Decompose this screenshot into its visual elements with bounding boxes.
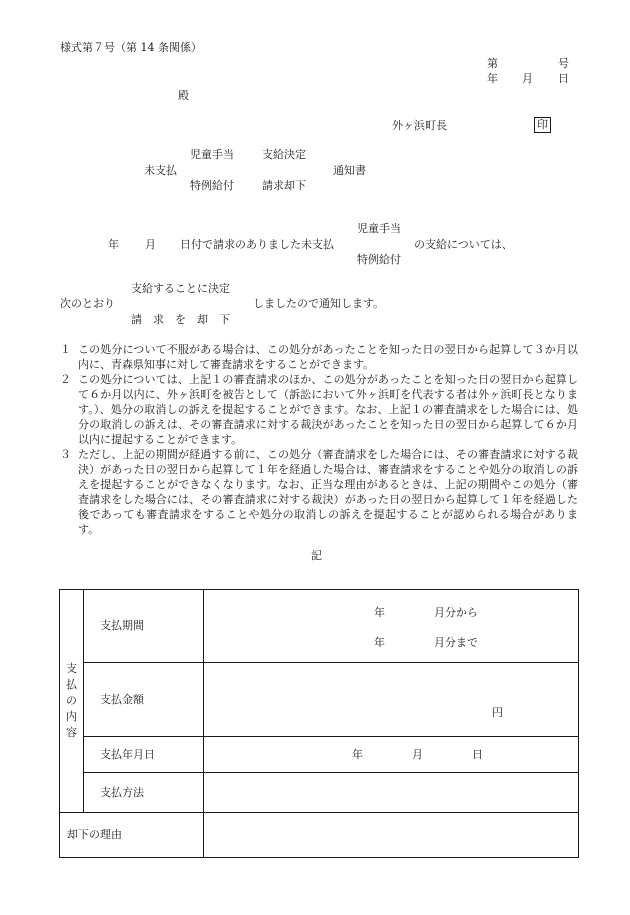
ki-heading: 記 xyxy=(311,549,322,562)
note-number: ３ xyxy=(60,448,71,461)
table-row xyxy=(60,737,579,773)
date-day: 日 xyxy=(558,72,569,85)
payment-content-group-label: 支 払 の 内 容 xyxy=(60,590,84,813)
doc-number-dai: 第 xyxy=(487,57,498,70)
title-special-benefit: 特例給付 xyxy=(190,179,234,192)
rejection-reason-value[interactable] xyxy=(204,813,579,858)
body-year: 年 xyxy=(108,238,119,251)
title-request-rejection: 請求却下 xyxy=(262,179,306,192)
table-row xyxy=(60,590,579,663)
payment-date-label: 支払年月日 xyxy=(84,737,204,773)
body-special-benefit: 特例給付 xyxy=(357,253,401,266)
payment-date-value[interactable]: 年 月 日 xyxy=(204,737,579,773)
appeal-notes xyxy=(60,342,578,537)
yen-unit: 円 xyxy=(492,706,503,719)
body-month: 月 xyxy=(145,238,156,251)
title-notice: 通知書 xyxy=(333,164,366,177)
decision-suffix: しましたので通知します。 xyxy=(253,297,385,310)
payment-amount-value[interactable] xyxy=(204,663,579,737)
note-item xyxy=(60,447,578,537)
seal-mark xyxy=(534,117,551,133)
note-number: ２ xyxy=(60,373,71,386)
decision-pay: 支給することに決定 xyxy=(131,282,230,295)
title-payment-decision: 支給決定 xyxy=(262,148,306,161)
title-unpaid: 未支払 xyxy=(144,164,177,177)
decision-prefix: 次のとおり xyxy=(60,297,115,310)
body-payment-text: の支給については、 xyxy=(414,238,513,251)
table-row xyxy=(60,773,579,813)
note-number: １ xyxy=(60,343,71,356)
payment-period-label: 支払期間 xyxy=(84,590,204,663)
body-request-text: 日付で請求のありました未支払 xyxy=(180,238,334,251)
addressee-suffix: 殿 xyxy=(178,89,189,102)
date-year: 年 xyxy=(487,72,498,85)
body-child-allowance: 児童手当 xyxy=(357,222,401,235)
note-text: この処分について不服がある場合は、この処分があったことを知った日の翌日から起算して３か月以内に、青森県知事に対して審査請求をすることができます。 xyxy=(78,343,578,371)
payment-amount-label: 支払金額 xyxy=(84,663,204,737)
seal-text: 印 xyxy=(534,117,551,133)
issuer-name: 外ヶ浜町長 xyxy=(392,119,447,132)
note-item xyxy=(60,372,578,447)
note-text: ただし、上記の期間が経過する前に、この処分（審査請求をした場合には、その審査請求に対する裁決）があった日の翌日から起算して１年を経過した場合は、審査請求をすることや処分の取消しの訴えを提起することができなくなります。なお、正当な理由があるときは、上記の期間やこの処分（審査請求をした場合には、その審査請求に対する裁決）があった日の翌日から起算して１年を経過した後であっても審査請求をすることや処分の取消しの訴えを提起することが認められる場合があります。 xyxy=(78,448,578,536)
form-number: 様式第７号（第 14 条関係） xyxy=(60,41,202,54)
rejection-reason-label: 却下の理由 xyxy=(60,813,204,858)
payment-method-label: 支払方法 xyxy=(84,773,204,813)
payment-details-table xyxy=(59,589,579,858)
note-item xyxy=(60,342,578,372)
date-month: 月 xyxy=(522,72,533,85)
payment-method-value[interactable] xyxy=(204,773,579,813)
note-text: この処分については、上記１の審査請求のほか、この処分があったことを知った日の翌日から起算して６か月以内に、外ヶ浜町を被告として（訴訟において外ヶ浜町を代表する者は外ヶ浜町長となります。）、処分の取消しの訴えを提起することができます。なお、上記１の審査請求をした場合には、処分の取消しの訴えは、その審査請求に対する裁決があったことを知った日の翌日から起算して６か月以内に提起することができます。 xyxy=(78,373,578,446)
decision-reject: 請 求 を 却 下 xyxy=(131,313,230,326)
doc-number-go: 号 xyxy=(558,57,569,70)
table-row xyxy=(60,813,579,858)
title-child-allowance: 児童手当 xyxy=(190,148,234,161)
table-row xyxy=(60,663,579,737)
payment-period-value[interactable]: 年 月分から 年 月分まで xyxy=(204,590,579,663)
